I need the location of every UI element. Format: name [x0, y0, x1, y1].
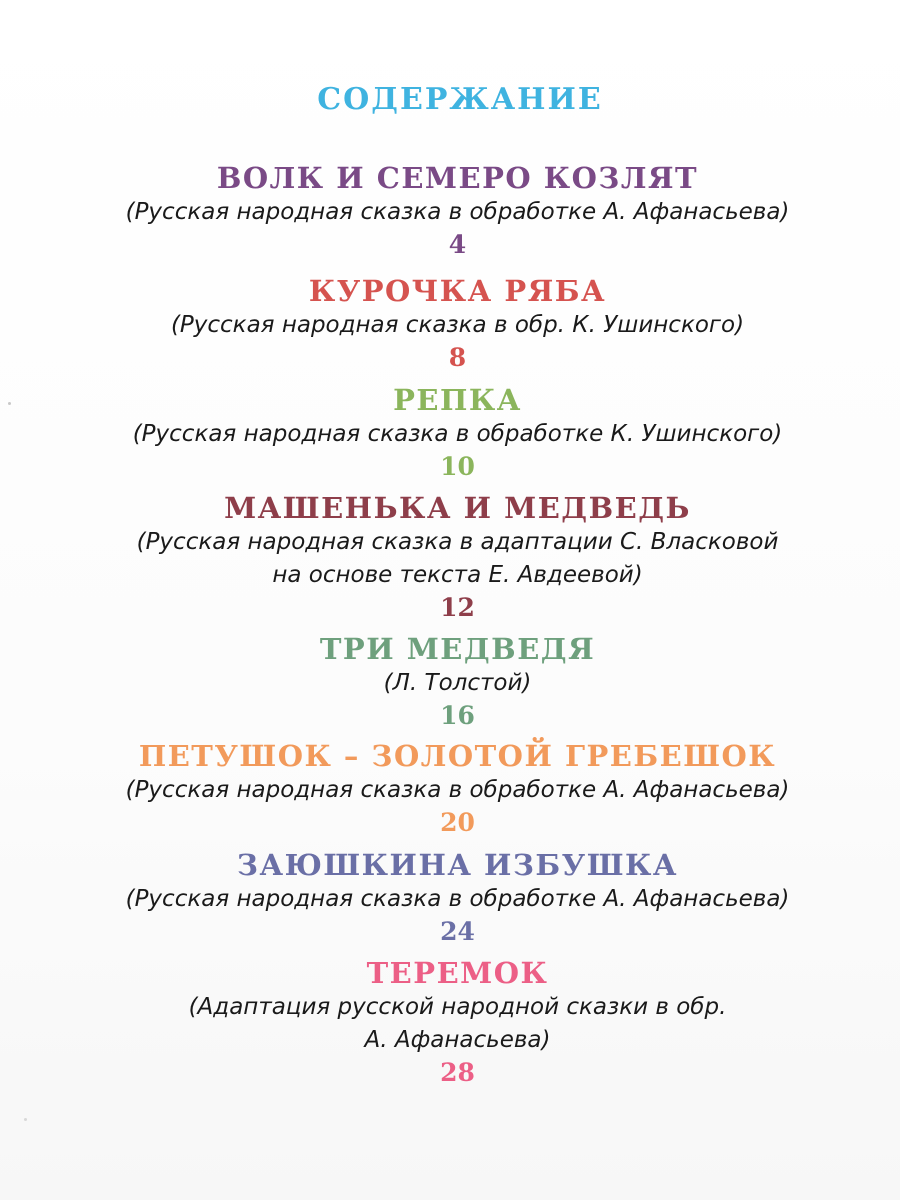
entry-page-number: 24 — [440, 917, 475, 946]
entry-page-number: 10 — [440, 452, 475, 481]
entry-subtitle: (Русская народная сказка в адаптации С. Власковой на основе текста Е. Авдеевой) — [136, 529, 779, 588]
toc-entry-teremok — [0, 955, 900, 1089]
entry-title: ПЕТУШОК – ЗОЛОТОЙ ГРЕБЕШОК — [138, 739, 777, 773]
entry-page-number: 28 — [440, 1058, 475, 1087]
entry-title: ТЕРЕМОК — [366, 956, 549, 990]
toc-entry-zayushkina-izbushka — [0, 847, 900, 948]
entry-subtitle: (Русская народная сказка в обр. К. Ушинского) — [170, 312, 745, 338]
toc-title: СОДЕРЖАНИЕ — [317, 82, 603, 117]
toc-entry-repka — [0, 382, 900, 483]
paper-speck — [24, 1118, 27, 1121]
toc-entry-volk-i-semero-kozlyat — [0, 160, 900, 261]
entry-page-number: 8 — [448, 343, 467, 372]
toc-entry-tri-medvedya — [0, 631, 900, 732]
toc-entry-kurochka-ryaba — [0, 273, 900, 374]
entry-title: ЗАЮШКИНА ИЗБУШКА — [237, 848, 678, 882]
entry-title: ТРИ МЕДВЕДЯ — [319, 632, 596, 666]
entry-page-number: 16 — [440, 701, 475, 730]
entry-page-number: 12 — [440, 593, 475, 622]
entry-subtitle: (Русская народная сказка в обработке А. Афанасьева) — [125, 886, 790, 912]
entry-title: ВОЛК И СЕМЕРО КОЗЛЯТ — [216, 161, 699, 195]
entry-subtitle: (Русская народная сказка в обработке А. Афанасьева) — [125, 199, 790, 225]
entry-page-number: 20 — [440, 808, 475, 837]
entry-title: РЕПКА — [393, 383, 522, 417]
entry-title: КУРОЧКА РЯБА — [308, 274, 607, 308]
entry-subtitle: (Русская народная сказка в обработке К. Ушинского) — [132, 421, 783, 447]
entry-subtitle: (Л. Толстой) — [383, 670, 532, 696]
entry-page-number: 4 — [448, 230, 467, 259]
toc-entry-petushok — [0, 738, 900, 839]
entry-subtitle: (Адаптация русской народной сказки в обр. А. Афанасьева) — [188, 994, 727, 1053]
entry-title: МАШЕНЬКА И МЕДВЕДЬ — [224, 491, 691, 525]
toc-entry-mashenka-i-medved — [0, 490, 900, 624]
entry-subtitle: (Русская народная сказка в обработке А. Афанасьева) — [125, 777, 790, 803]
paper-speck — [8, 402, 11, 405]
